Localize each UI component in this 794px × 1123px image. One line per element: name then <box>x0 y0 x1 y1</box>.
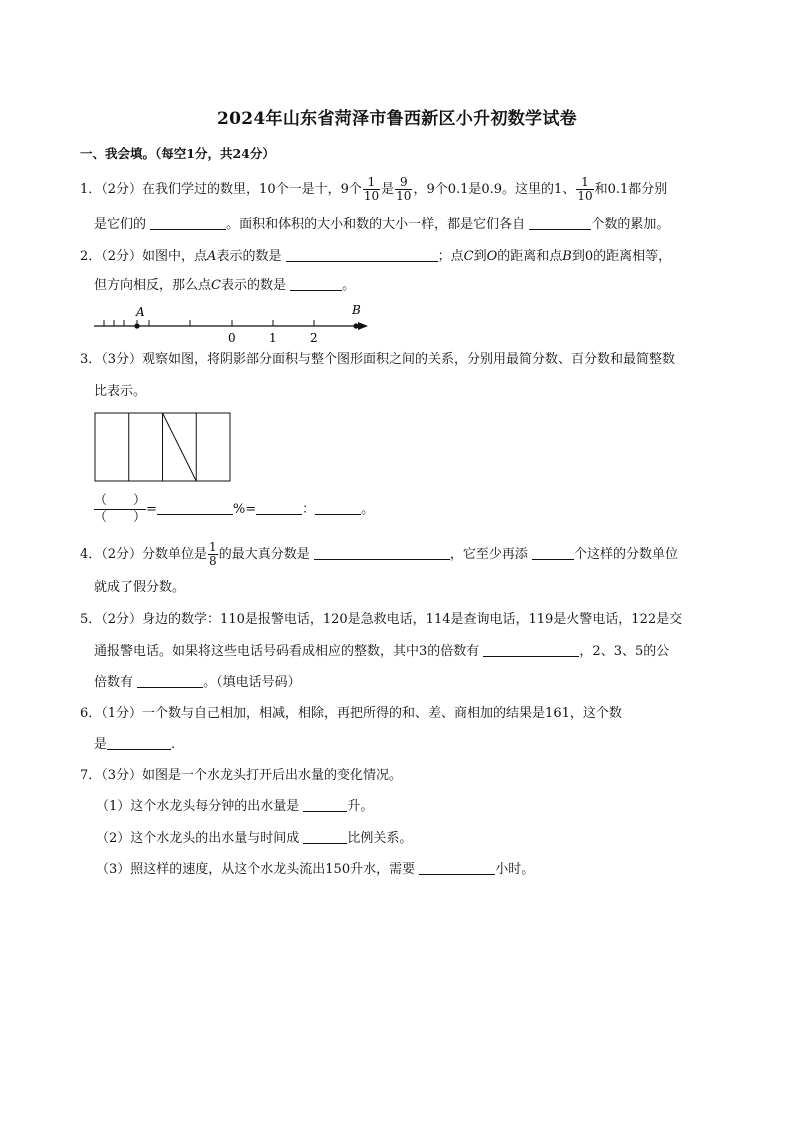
q4-text-c: ，它至少再添 <box>449 547 528 562</box>
q7-sub1-unit: 升。 <box>347 799 374 814</box>
q3-frac-den-blank[interactable]: （ ） <box>94 510 147 525</box>
q7-sub2-blank[interactable] <box>303 829 347 844</box>
q4-text-a: 4．（2分）分数单位是 <box>80 547 208 562</box>
q1-frac3-num: 1 <box>576 176 593 190</box>
q1-frac1-den: 10 <box>363 189 380 203</box>
q7-sub3-text: （3）照这样的速度，从这个水龙头流出150升水，需要 <box>96 862 416 877</box>
q2-answer-blank-1[interactable] <box>286 247 438 262</box>
q2-text-e: 的距离和点 <box>497 249 563 264</box>
q3-frac-num-blank[interactable]: （ ） <box>94 493 147 508</box>
q6-answer-blank[interactable] <box>107 735 171 750</box>
q7-sub-3 <box>96 860 534 880</box>
q5-text-a: 通报警电话。如果将这些电话号码看成相应的整数，其中3的倍数有 <box>94 644 480 659</box>
q7-sub2-tail: 比例关系。 <box>347 831 413 846</box>
section-heading-1: 一、我会填。（每空1分，共24分） <box>80 146 275 161</box>
q2-text-h: 表示的数是 <box>220 278 286 293</box>
q1-fraction-3 <box>576 176 593 203</box>
q4-text-b: 的最大真分数是 <box>218 547 310 562</box>
point-b-dot <box>353 323 358 328</box>
q1-frac3-den: 10 <box>577 189 593 203</box>
tick-label-0: 0 <box>228 331 236 345</box>
q3-period: 。 <box>361 502 375 517</box>
q7-sub1-blank[interactable] <box>303 797 347 812</box>
q6-text-a: 是 <box>94 737 108 752</box>
q7-sub1-text: （1）这个水龙头每分钟的出水量是 <box>96 799 300 814</box>
number-line-arrow-icon <box>358 322 368 330</box>
q4-line-1 <box>80 541 678 568</box>
q5-line-2 <box>94 642 669 662</box>
q7-sub-1 <box>96 797 373 817</box>
q5-answer-blank-2[interactable] <box>137 673 203 688</box>
q1-answer-blank-1[interactable] <box>150 215 226 230</box>
q6-line-1: 6．（1分）一个数与自己相加，相减，相除，再把所得的和、差、商相加的结果是161，这个数 <box>80 706 622 721</box>
q3-line-2: 比表示。 <box>94 384 147 399</box>
q4-line-2: 就成了假分数。 <box>94 580 186 595</box>
q2-point-b-label: B <box>562 249 572 264</box>
q5-line-3 <box>94 673 301 693</box>
tick-label-1: 1 <box>269 331 277 345</box>
q7-line-1: 7．（3分）如图是一个水龙头打开后出水量的变化情况。 <box>80 768 403 783</box>
tick-label-2: 2 <box>310 331 318 345</box>
q7-sub3-unit: 小时。 <box>495 862 535 877</box>
q5-text-b: ，2、3、5的公 <box>579 644 670 659</box>
q4-answer-blank-2[interactable] <box>532 545 574 560</box>
q1-line-1 <box>80 176 667 203</box>
q2-point-a-label: A <box>207 249 217 264</box>
q4-answer-blank-1[interactable] <box>314 545 450 560</box>
q1-text-e: 是它们的 <box>94 217 147 232</box>
q2-answer-blank-2[interactable] <box>290 276 342 291</box>
q1-frac2-den: 10 <box>396 189 412 203</box>
point-a-label: A <box>136 305 145 319</box>
q3-ratio-blank-1[interactable] <box>256 500 302 515</box>
q1-text-b: 是 <box>381 182 395 197</box>
q2-point-c-label: C <box>463 249 474 264</box>
q1-frac1-num: 1 <box>363 176 380 190</box>
q3-answer-row <box>94 493 374 526</box>
q4-fraction <box>208 541 218 568</box>
q3-rectangle-figure <box>94 412 234 484</box>
q1-fraction-2 <box>395 176 412 203</box>
q4-text-d: 个这样的分数单位 <box>574 547 679 562</box>
q2-text-f: 到0的距离相等， <box>571 249 672 264</box>
q1-answer-blank-2[interactable] <box>529 215 591 230</box>
q7-sub-2 <box>96 829 412 849</box>
q3-ratio-blank-2[interactable] <box>315 500 361 515</box>
q5-text-c: 倍数有 <box>94 675 134 690</box>
exam-title: 2024年山东省菏泽市鲁西新区小升初数学试卷 <box>217 109 577 129</box>
q2-text-b: 表示的数是 <box>216 249 282 264</box>
q5-text-d: 。（填电话号码） <box>203 675 301 690</box>
q1-fraction-1 <box>363 176 380 203</box>
q1-frac2-num: 9 <box>395 176 412 190</box>
q2-point-c-label-2: C <box>211 278 221 293</box>
q2-text-g: 但方向相反，那么点 <box>94 278 212 293</box>
q1-text-g: 个数的累加。 <box>591 217 670 232</box>
q1-text-d: 和0.1都分别 <box>594 182 668 197</box>
point-b-label: B <box>352 303 361 317</box>
q3-fraction-answer[interactable] <box>94 493 146 526</box>
q3-line-1: 3．（3分）观察如图，将阴影部分面积与整个图形面积之间的关系，分别用最简分数、百分数和最简整数 <box>80 352 676 367</box>
q7-sub2-text: （2）这个水龙头的出水量与时间成 <box>96 831 300 846</box>
q5-answer-blank-1[interactable] <box>483 642 579 657</box>
q3-colon: ： <box>302 502 316 517</box>
q2-line-1 <box>80 247 671 267</box>
q2-text-i: 。 <box>342 278 356 293</box>
q4-frac-num: 1 <box>209 540 217 554</box>
q1-line-2 <box>94 215 669 235</box>
q1-text-f: 。面积和体积的大小和数的大小一样，都是它们各自 <box>226 217 526 232</box>
q2-text-a: 2．（2分）如图中，点 <box>80 249 208 264</box>
q3-equals: = <box>146 502 157 517</box>
q3-percent-sign: %= <box>232 502 257 517</box>
q1-text-a: 1．（2分）在我们学过的数里，10个一是十，9个 <box>80 182 362 197</box>
q5-line-1: 5．（2分）身边的数学：110是报警电话，120是急救电话，114是查询电话，119是火警电话，122是交 <box>80 612 683 627</box>
q3-percent-blank[interactable] <box>157 500 233 515</box>
q2-text-d: 到 <box>473 249 487 264</box>
q1-text-c: ，9个0.1是0.9。这里的1、 <box>413 182 576 197</box>
number-line-figure <box>90 300 380 346</box>
point-a-dot <box>134 323 139 328</box>
q3-diagonal <box>163 413 197 481</box>
q2-text-c: ；点 <box>437 249 464 264</box>
q2-point-o-label: O <box>486 249 498 264</box>
q7-sub3-blank[interactable] <box>419 860 495 875</box>
q2-line-2 <box>94 276 355 296</box>
q6-text-b: . <box>171 737 176 752</box>
q4-frac-den: 8 <box>209 554 217 568</box>
q6-line-2 <box>94 735 175 755</box>
